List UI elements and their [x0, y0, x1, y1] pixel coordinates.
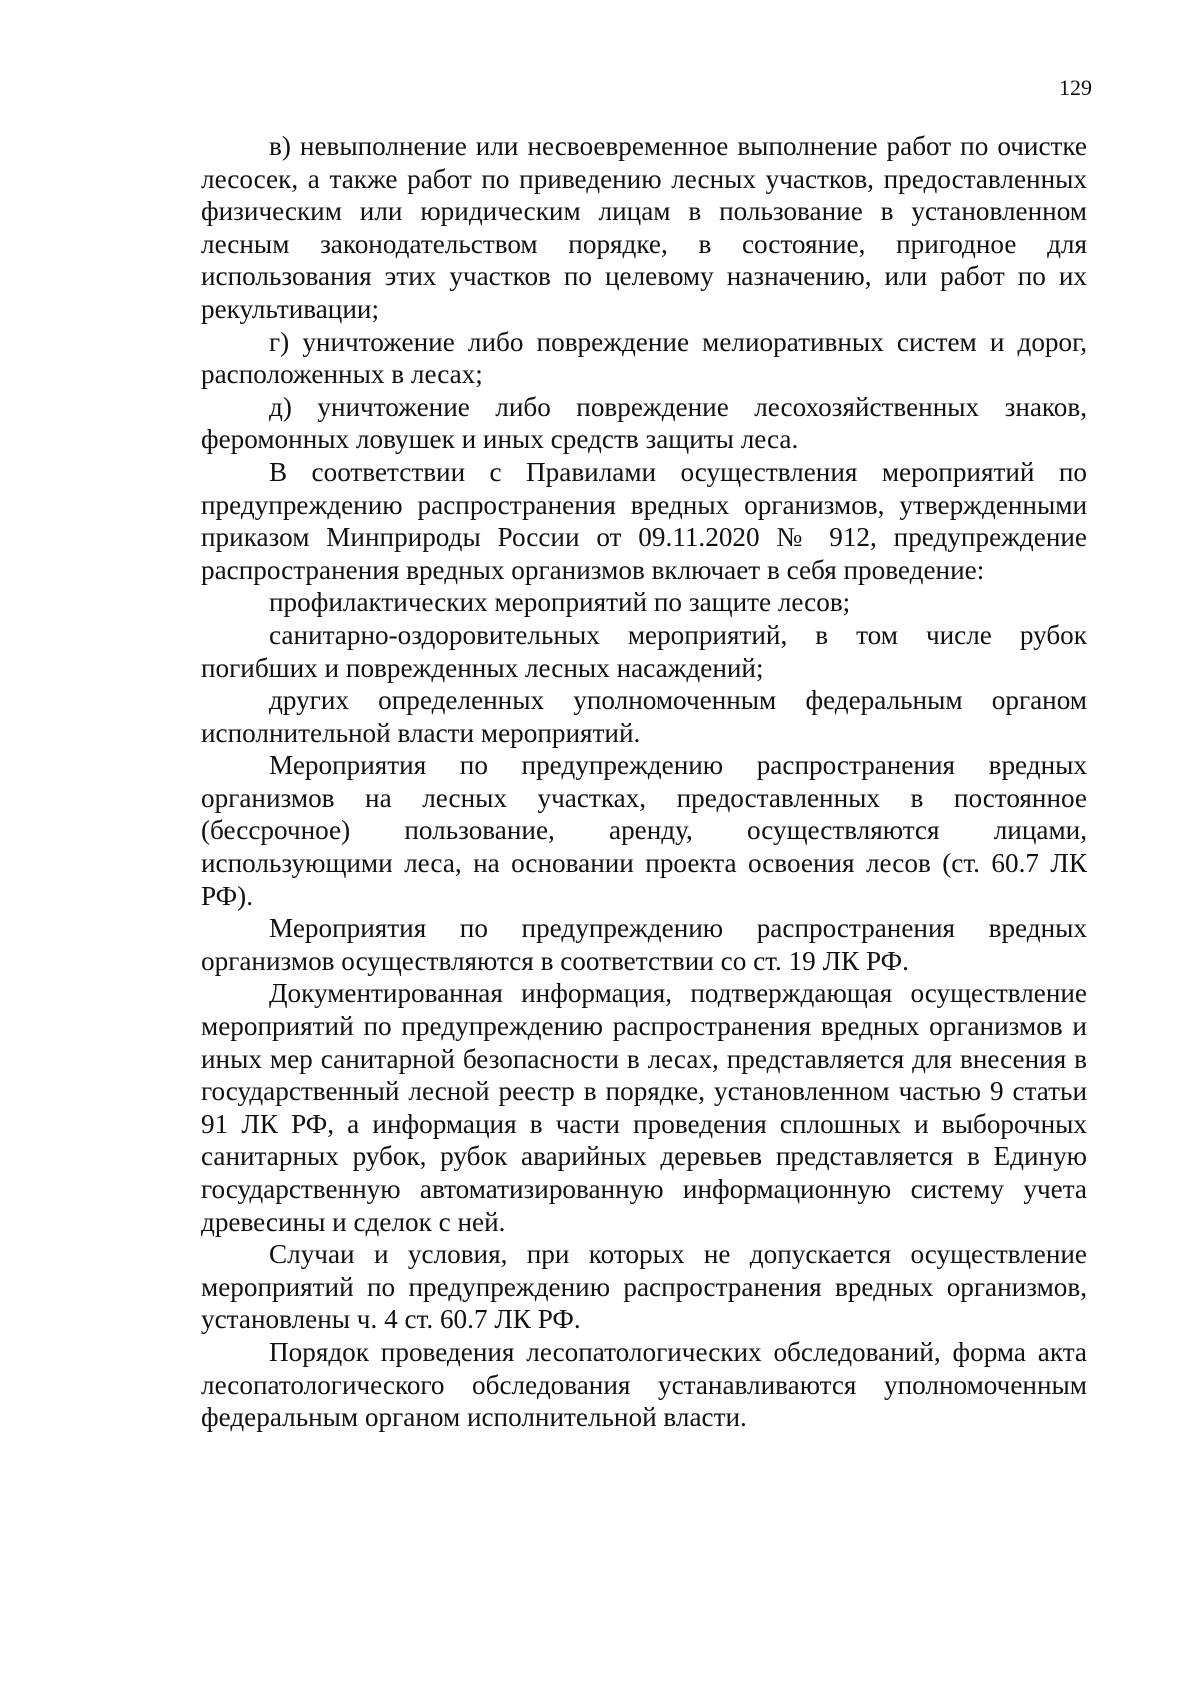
paragraph-clause-g: г) уничтожение либо повреждение мелиоративных систем и дорог, расположенных в лесах;: [201, 326, 1087, 390]
paragraph-rules-intro: В соответствии с Правилами осуществления мероприятий по предупреждению распространения вредных организмов, утвержденными приказом Минприроды России от 09.11.2020 № 912, предупреждение распространения вредных организмов включает в себя проведение:: [201, 456, 1087, 585]
list-item-other: других определенных уполномоченным федеральным органом исполнительной власти мероприятий.: [201, 685, 1087, 748]
paragraph-cases-conditions: Случаи и условия, при которых не допускается осуществление мероприятий по предупреждению распространения вредных организмов, установлены ч. 4 ст. 60.7 ЛК РФ.: [201, 1239, 1087, 1335]
paragraph-measures-article19: Мероприятия по предупреждению распространения вредных организмов осуществляются в соответствии со ст. 19 ЛК РФ.: [201, 913, 1087, 976]
paragraph-clause-d: д) уничтожение либо повреждение лесохозяйственных знаков, феромонных ловушек и иных средств защиты леса.: [201, 391, 1087, 455]
paragraph-measures-plots: Мероприятия по предупреждению распространения вредных организмов на лесных участках, предоставленных в постоянное (бессрочное) пользование, аренду, осуществляются лицами, использующими леса, на основании проекта освоения лесов (ст. 60.7 ЛК РФ).: [201, 750, 1087, 911]
paragraph-survey-procedure: Порядок проведения лесопатологических обследований, форма акта лесопатологического обследования устанавливаются уполномоченным федеральным органом исполнительной власти.: [201, 1336, 1087, 1433]
paragraph-documented-info: Документированная информация, подтверждающая осуществление мероприятий по предупреждению распространения вредных организмов и иных мер санитарной безопасности в лесах, представляется для внесения в государственный лесной реестр в порядке, установленном частью 9 статьи 91 ЛК РФ, а информация в части проведения сплошных и выборочных санитарных рубок, рубок аварийных деревьев представляется в Единую государственную автоматизированную информационную систему учета древесины и сделок с ней.: [201, 978, 1087, 1237]
paragraph-clause-v: в) невыполнение или несвоевременное выполнение работ по очистке лесосек, а также работ по приведению лесных участков, предоставленных физическим или юридическим лицам в пользование в установленном лесным законодательством порядке, в состояние, пригодное для использования этих участков по целевому назначению, или работ по их рекультивации;: [201, 131, 1087, 324]
document-body: [201, 130, 1087, 1434]
list-item-sanitary: санитарно-оздоровительных мероприятий, в том числе рубок погибших и поврежденных лесных насаждений;: [201, 619, 1087, 683]
list-item-prophylactic: профилактических мероприятий по защите лесов;: [269, 587, 851, 618]
page-number: 129: [1059, 75, 1092, 100]
